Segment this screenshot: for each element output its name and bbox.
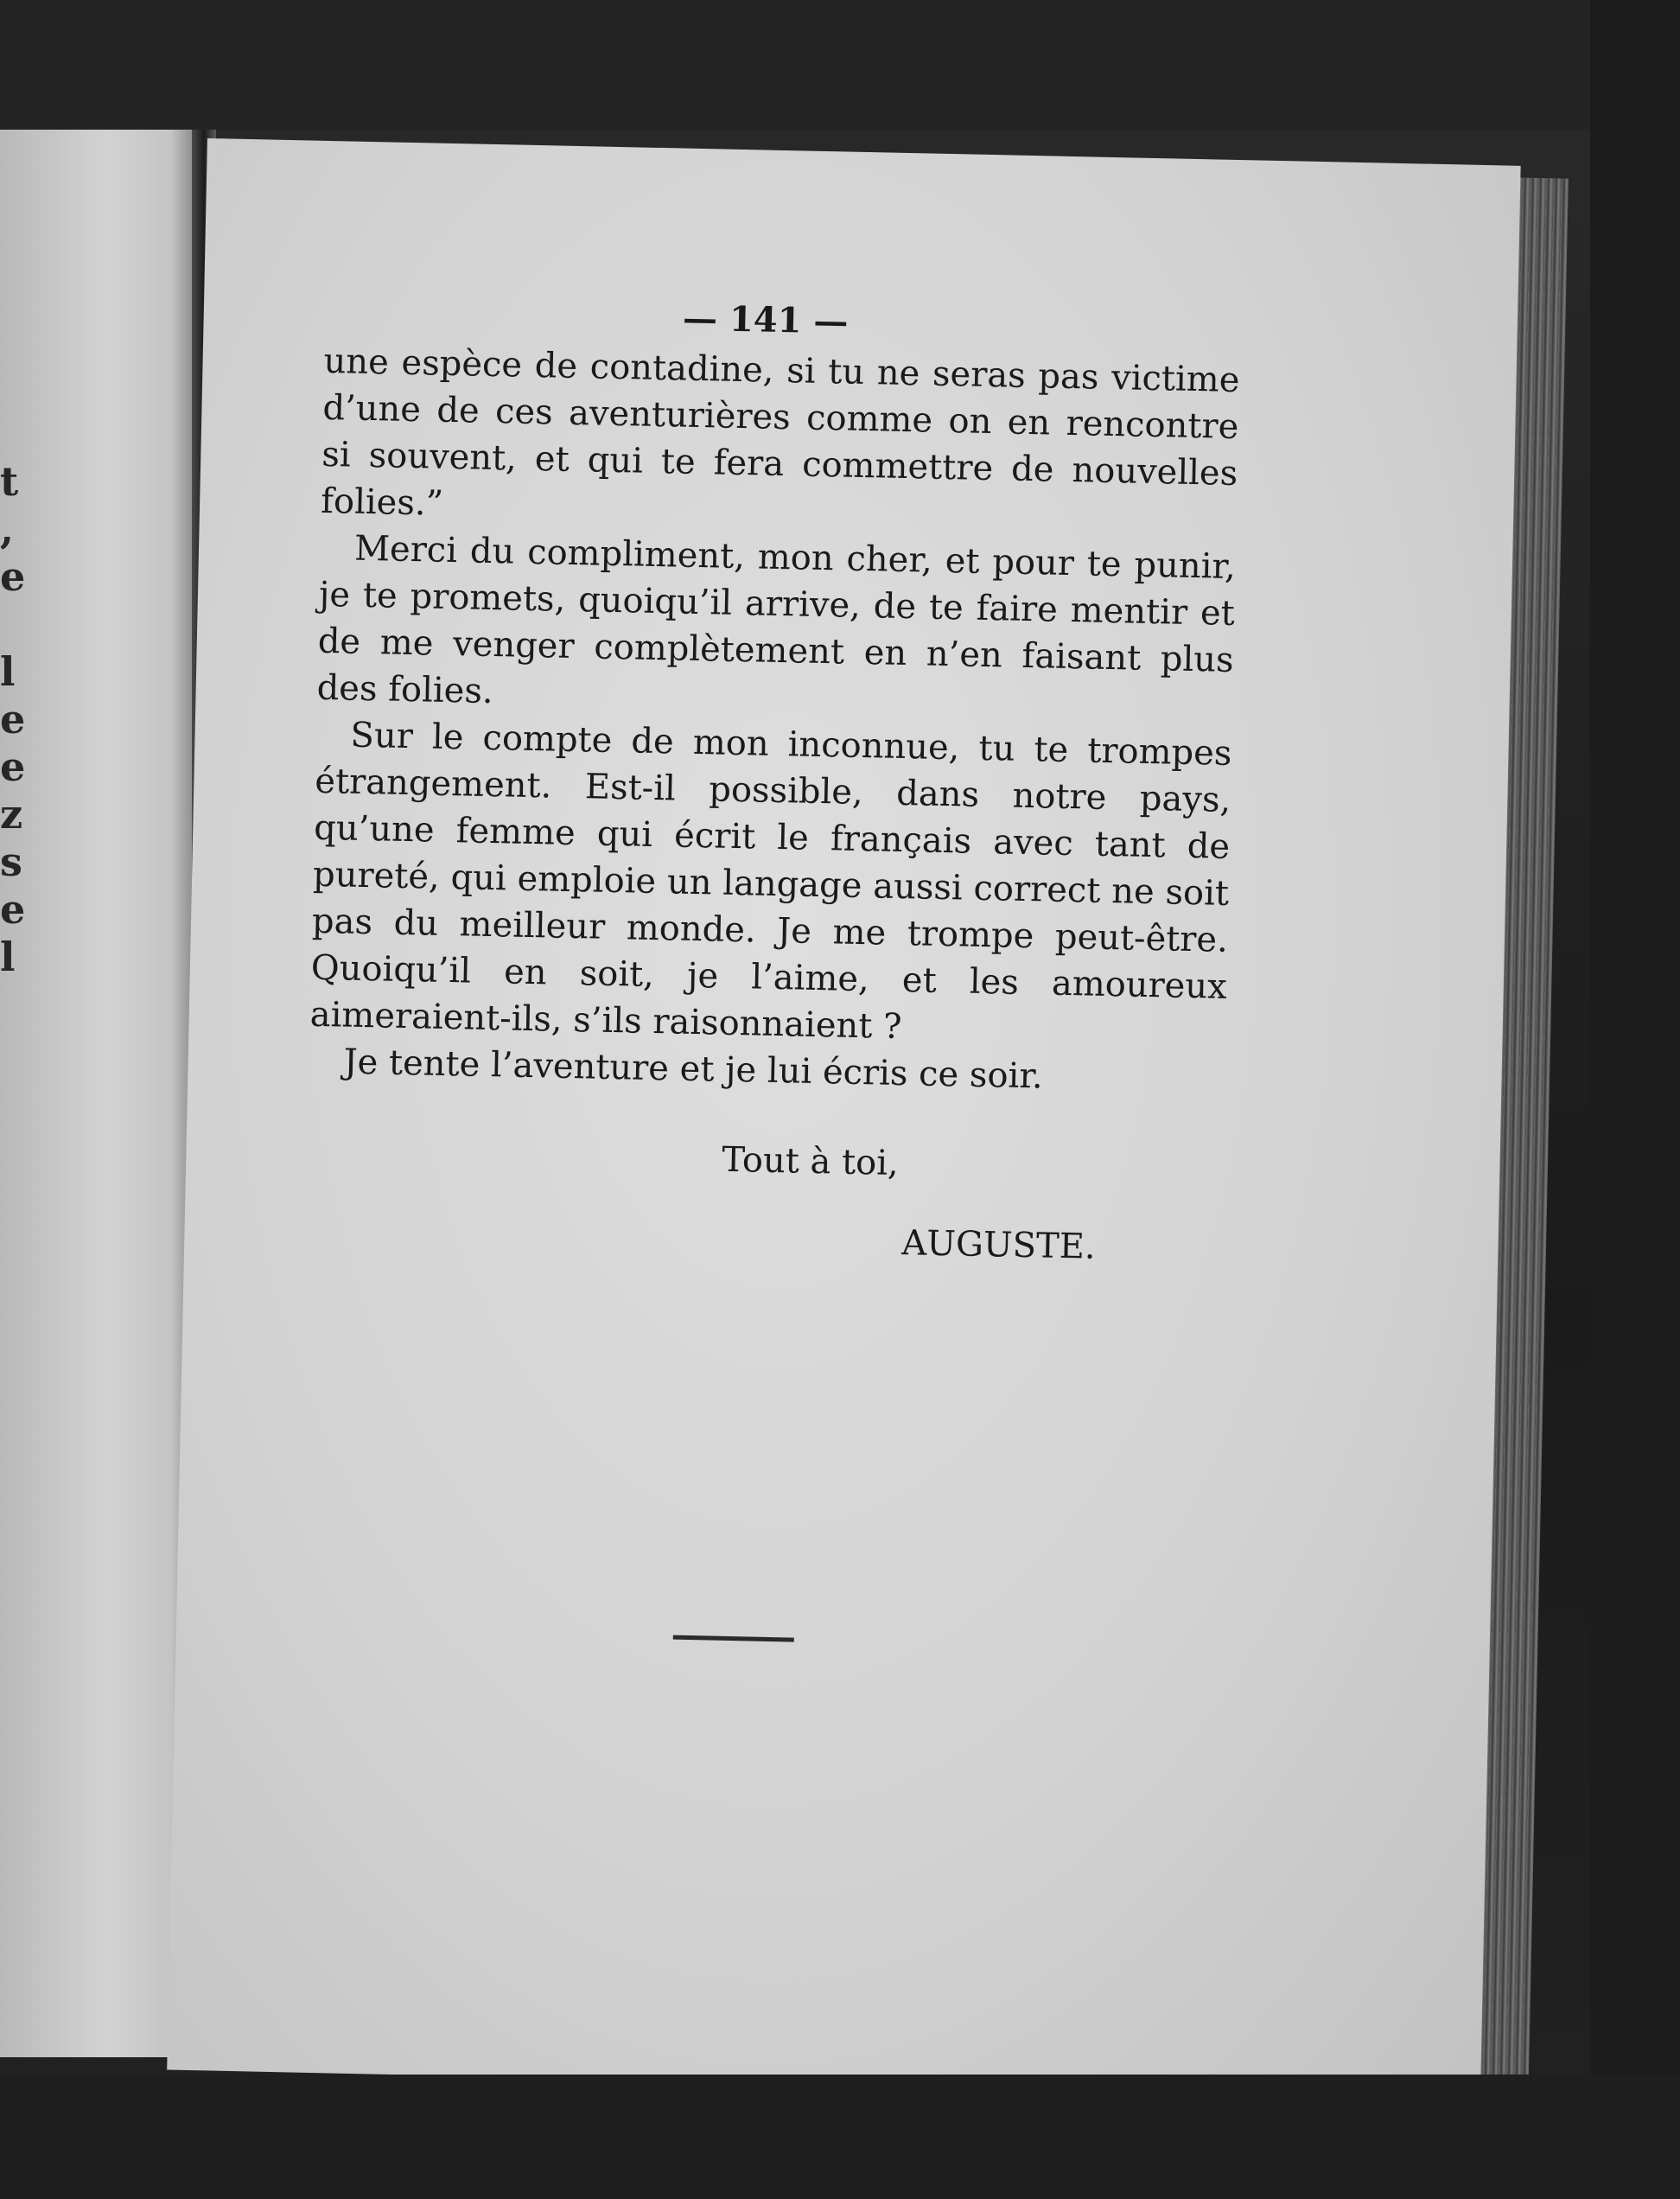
paragraph: Je tente l’aventure et je lui écris ce soir.	[343, 1042, 1044, 1097]
right-page	[167, 138, 1520, 2097]
paragraph: Merci du compliment, mon cher, et pour te punir, je te promets, quoiqu’il arrive, de te faire mentir et de me venger complètement en n’en faisant plus des folies.	[316, 528, 1237, 712]
end-rule	[673, 1635, 794, 1642]
left-fragment: t	[0, 458, 19, 505]
left-fragment: ,	[0, 506, 15, 552]
scanner-top-margin	[0, 0, 1680, 130]
left-fragment: l	[0, 934, 16, 980]
left-facing-page	[0, 130, 194, 2057]
left-fragment: s	[0, 838, 22, 885]
left-fragment: z	[0, 791, 23, 838]
page-content	[305, 288, 1241, 1273]
paragraph: Sur le compte de mon inconnue, tu te trompes étrangement. Est-il possible, dans notre pays, qu’une femme qui écrit le français avec tant de pureté, qui emploie un langage aussi correct ne soit pas du meilleur monde. Je me trompe peut-être. Quoiqu’il en soit, je l’aime, et les amoureux aimeraient-ils, s’ils raisonnaient ?	[309, 715, 1232, 1048]
left-fragment: e	[0, 743, 26, 790]
scanner-bottom-margin	[0, 2075, 1680, 2199]
left-fragment: e	[0, 696, 26, 743]
left-fragment: l	[0, 648, 16, 695]
paragraph: une espèce de contadine, si tu ne seras pas victime d’une de ces aventurières comme on en rencontre si souvent, et qui te fera commettre de nouvelles folies.”	[320, 341, 1240, 524]
left-fragment: e	[0, 553, 26, 600]
letter-closing: Tout à toi,	[721, 1139, 900, 1184]
letter-signature: AUGUSTE.	[900, 1223, 1097, 1267]
left-fragment	[0, 601, 26, 648]
scanner-right-margin	[1590, 0, 1680, 2199]
page-number: — 141 —	[682, 297, 849, 342]
left-fragment: e	[0, 886, 26, 933]
left-page-text-fragments	[0, 458, 26, 981]
